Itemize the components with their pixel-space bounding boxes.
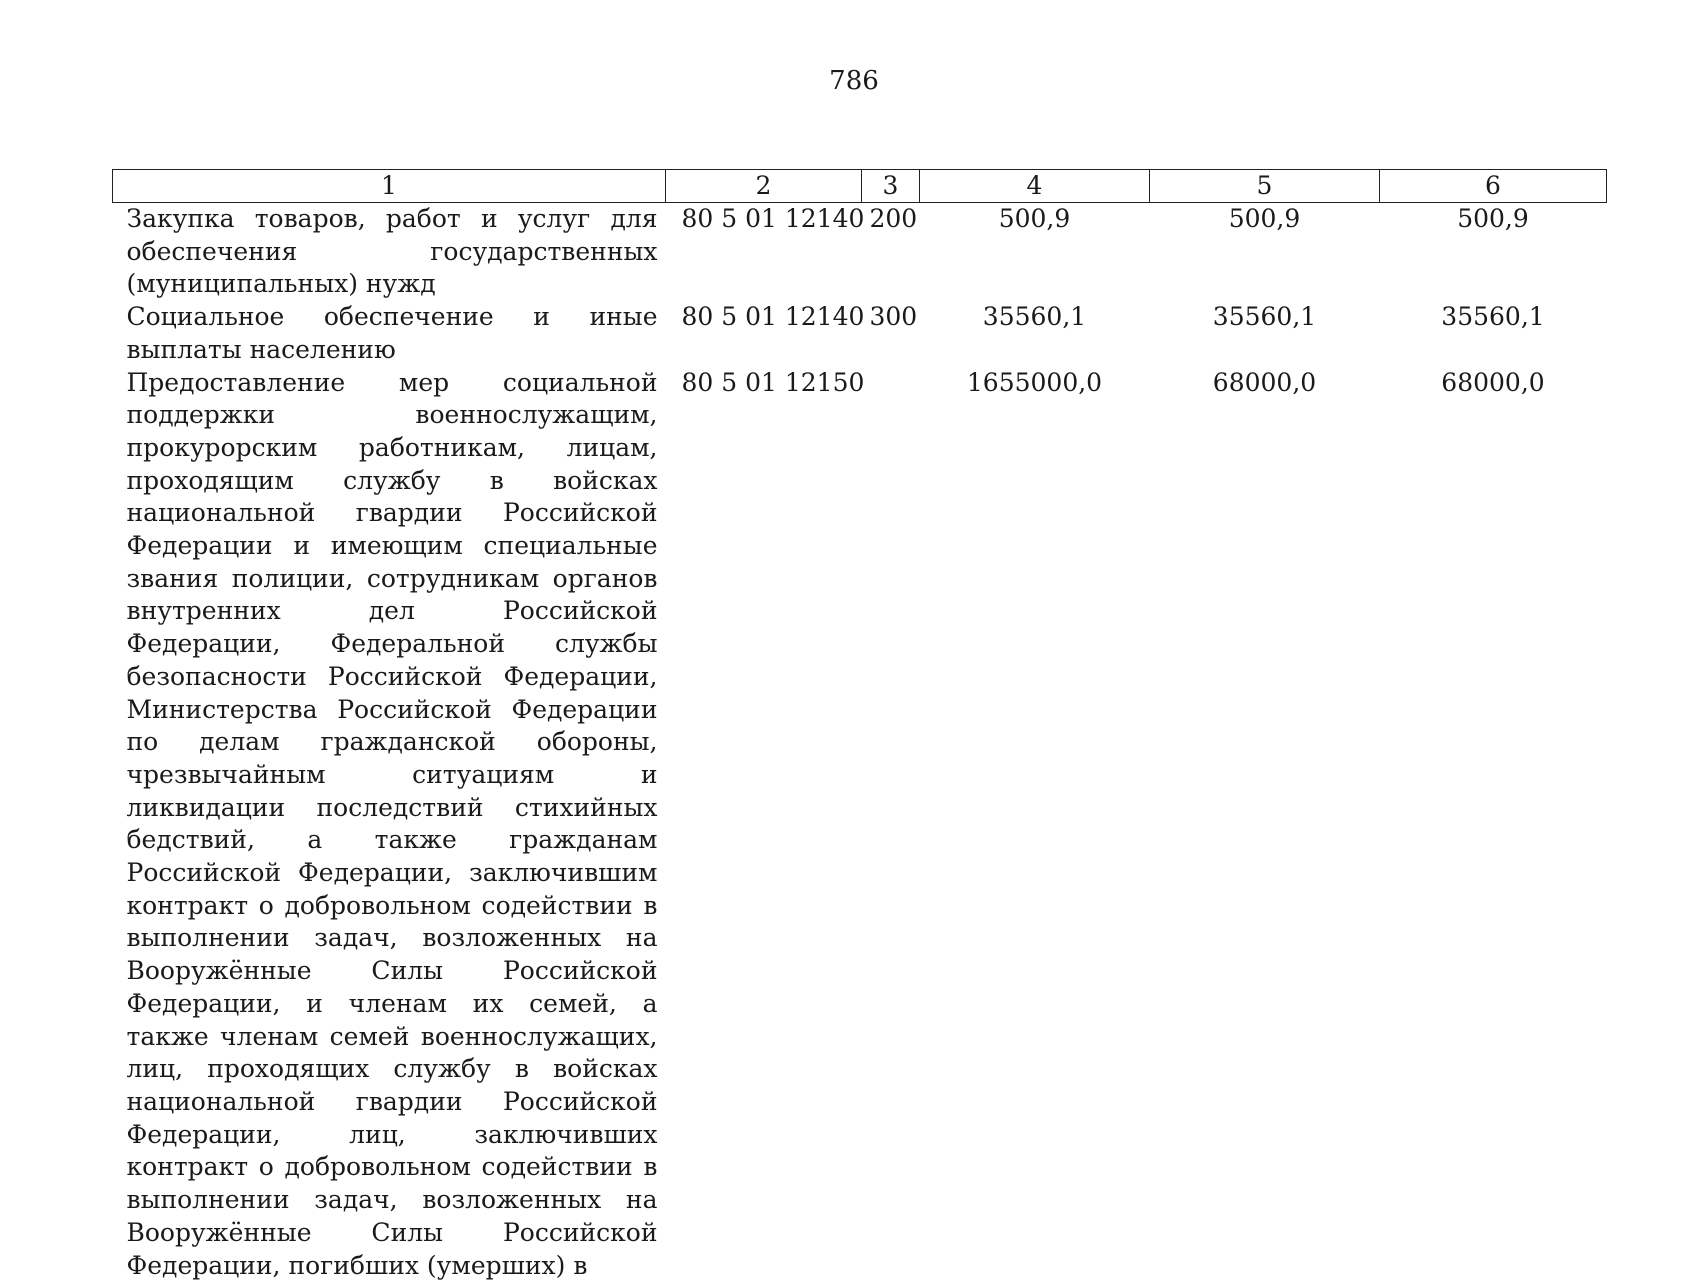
table-row <box>113 301 1607 366</box>
row-code: 80 5 01 12140 <box>666 301 862 366</box>
header-row <box>113 170 1607 203</box>
row-value-5: 500,9 <box>1150 203 1380 302</box>
column-header-5: 5 <box>1150 170 1380 203</box>
table-row <box>113 367 1607 1282</box>
table-body <box>113 203 1607 1282</box>
row-value-6: 68000,0 <box>1380 367 1607 1282</box>
table-header <box>113 170 1607 203</box>
row-type: 200 <box>862 203 920 302</box>
column-header-1: 1 <box>113 170 666 203</box>
row-value-6: 500,9 <box>1380 203 1607 302</box>
table-row <box>113 203 1607 302</box>
row-name: Социальное обеспечение и иные выплаты населению <box>113 301 666 366</box>
column-header-3: 3 <box>862 170 920 203</box>
column-header-6: 6 <box>1380 170 1607 203</box>
row-type: 300 <box>862 301 920 366</box>
page-number: 786 <box>0 66 1708 96</box>
row-name: Предоставление мер социальной поддержки военнослужащим, прокурорским работникам, лицам, проходящим службу в войсках национальной гвардии Российской Федерации и имеющим специальные звания полиции, сотрудникам органов внутренних дел Российской Федерации, Федеральной службы безопасности Российской Федерации, Министерства Российской Федерации по делам гражданской обороны, чрезвычайным ситуациям и ликвидации последствий стихийных бедствий, а также гражданам Российской Федерации, заключившим контракт о добровольном содействии в выполнении задач, возложенных на Вооружённые Силы Российской Федерации, и членам их семей, а также членам семей военнослужащих, лиц, проходящих службу в войсках национальной гвардии Российской Федерации, лиц, заключивших контракт о добровольном содействии в выполнении задач, возложенных на Вооружённые Силы Российской Федерации, погибших (умерших) в <box>113 367 666 1282</box>
row-value-6: 35560,1 <box>1380 301 1607 366</box>
row-value-4: 500,9 <box>920 203 1150 302</box>
row-value-5: 68000,0 <box>1150 367 1380 1282</box>
row-name: Закупка товаров, работ и услуг для обеспечения государственных (муниципальных) нужд <box>113 203 666 302</box>
row-code: 80 5 01 12140 <box>666 203 862 302</box>
column-header-2: 2 <box>666 170 862 203</box>
row-value-5: 35560,1 <box>1150 301 1380 366</box>
row-value-4: 1655000,0 <box>920 367 1150 1282</box>
budget-table <box>112 169 1607 1282</box>
row-type <box>862 367 920 1282</box>
column-header-4: 4 <box>920 170 1150 203</box>
row-value-4: 35560,1 <box>920 301 1150 366</box>
row-code: 80 5 01 12150 <box>666 367 862 1282</box>
